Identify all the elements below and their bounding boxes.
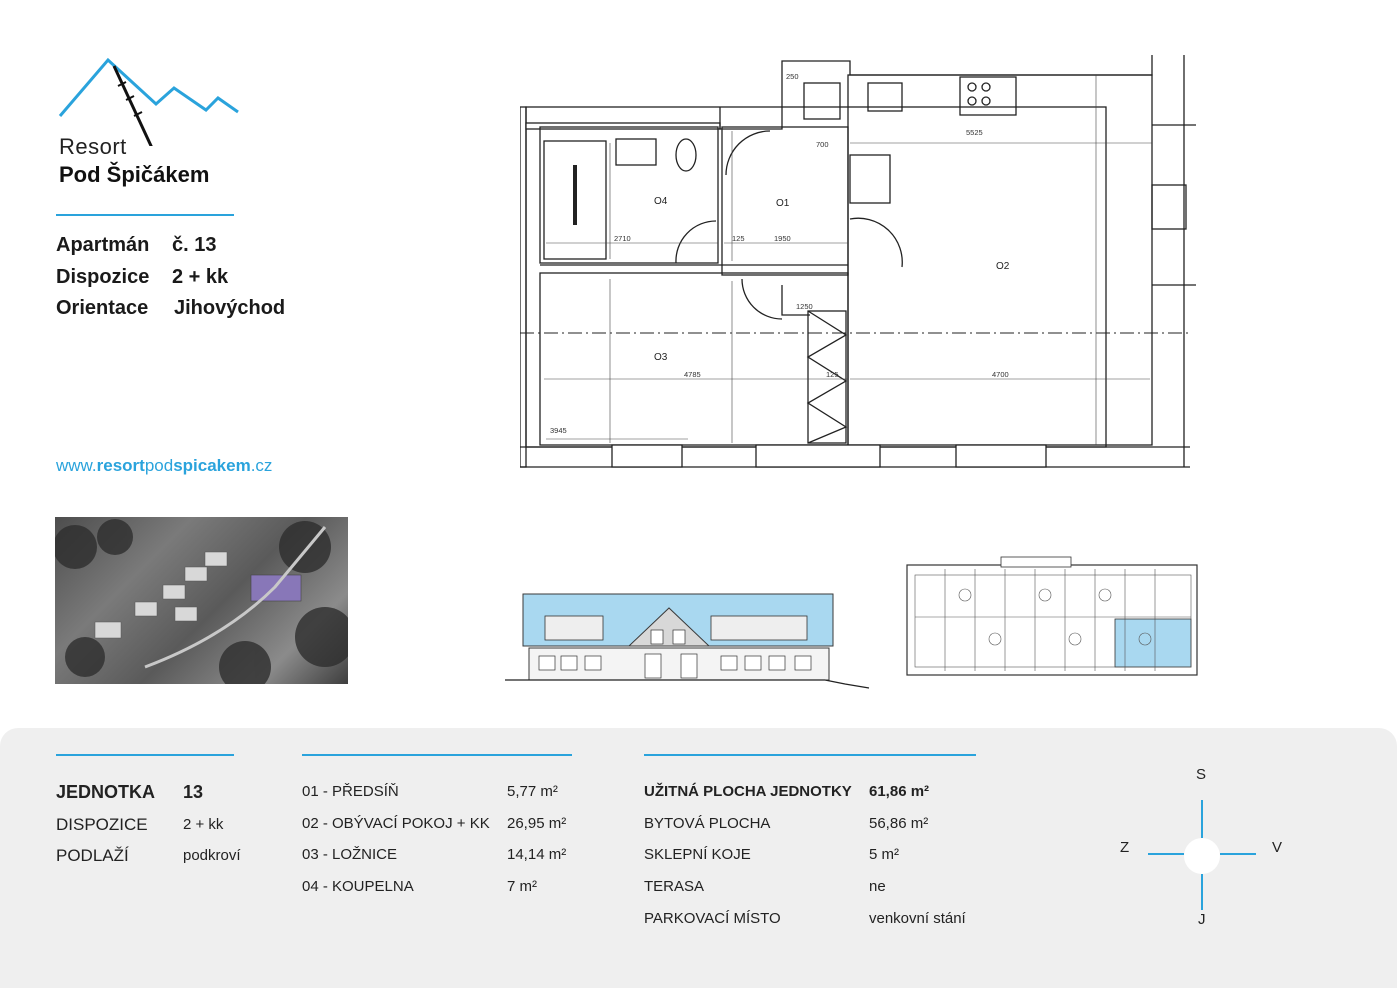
summary-value: venkovní stání (869, 910, 966, 927)
room-name: 01 - PŘEDSÍŇ (302, 783, 399, 800)
web-part1: resort (96, 456, 145, 475)
disposition-row (56, 266, 228, 289)
compass-east: V (1272, 839, 1283, 856)
dim-label: 125 (732, 234, 745, 243)
dim-label: 2710 (614, 234, 631, 243)
dim-label: 4785 (684, 370, 701, 379)
room-area: 26,95 m² (507, 815, 567, 832)
summary-label: PARKOVACÍ MÍSTO (644, 910, 781, 927)
unit-disposition-value: 2 + kk (183, 816, 224, 833)
unit-number: 13 (183, 782, 204, 802)
dim-label: 700 (816, 140, 829, 149)
dim-label: 3945 (550, 426, 567, 435)
room-label-o3: O3 (654, 352, 668, 363)
summary-value: 56,86 m² (869, 815, 929, 832)
dim-label: 250 (786, 72, 799, 81)
apartment-row (56, 234, 216, 257)
room-name: 03 - LOŽNICE (302, 846, 398, 863)
compass (1110, 760, 1300, 935)
summary-value: 5 m² (869, 846, 899, 863)
summary-value: 61,86 m² (869, 783, 930, 800)
dim-label: 5525 (966, 128, 983, 137)
disposition-label: Dispozice (56, 266, 150, 288)
dim-label: 4700 (992, 370, 1009, 379)
dim-label: 1950 (774, 234, 791, 243)
unit-disposition-label: DISPOZICE (56, 815, 148, 834)
room-label-o1: O1 (776, 198, 790, 209)
website-link[interactable] (56, 456, 272, 476)
summary-label: TERASA (644, 878, 705, 895)
web-prefix: www. (56, 456, 97, 475)
summary-label: UŽITNÁ PLOCHA JEDNOTKY (644, 783, 852, 800)
logo-word-name: Pod Špičákem (59, 162, 210, 187)
building-elevation (505, 590, 875, 690)
compass-south: J (1198, 911, 1206, 928)
orientation-label: Orientace (56, 297, 149, 319)
aerial-photo (55, 517, 348, 684)
panel-divider-3 (644, 754, 976, 756)
dim-label: 125 (826, 370, 839, 379)
web-part3: spicakem (173, 456, 251, 475)
web-suffix: .cz (250, 456, 273, 475)
room-area: 7 m² (507, 878, 537, 895)
room-name: 04 - KOUPELNA (302, 878, 414, 895)
summary-value: ne (869, 878, 886, 895)
summary-label: SKLEPNÍ KOJE (644, 846, 751, 863)
compass-west: Z (1120, 839, 1130, 856)
unit-floor-value: podkroví (183, 847, 241, 864)
summary-label: BYTOVÁ PLOCHA (644, 815, 771, 832)
room-name: 02 - OBÝVACÍ POKOJ + KK (302, 815, 490, 832)
floor-plan (520, 55, 1200, 475)
logo-word-resort: Resort (59, 134, 127, 159)
room-area: 5,77 m² (507, 783, 558, 800)
apartment-label: Apartmán (56, 234, 150, 256)
panel-divider-1 (56, 754, 234, 756)
orientation-row (56, 297, 285, 320)
disposition-value: 2 + kk (172, 266, 229, 288)
room-label-o4: O4 (654, 196, 668, 207)
logo-divider (56, 214, 234, 216)
unit-floor-label: PODLAŽÍ (56, 846, 129, 865)
orientation-value: Jihovýchod (174, 297, 286, 319)
room-label-o2: O2 (996, 261, 1010, 272)
logo (56, 56, 246, 191)
compass-north: S (1196, 766, 1207, 783)
apartment-value: č. 13 (172, 234, 217, 256)
panel-divider-2 (302, 754, 572, 756)
floor-overview (905, 555, 1200, 683)
unit-title: JEDNOTKA (56, 782, 156, 802)
dim-label: 1250 (796, 302, 813, 311)
web-part2: pod (144, 456, 174, 475)
mountain-logo-icon (56, 56, 246, 146)
room-area: 14,14 m² (507, 846, 567, 863)
